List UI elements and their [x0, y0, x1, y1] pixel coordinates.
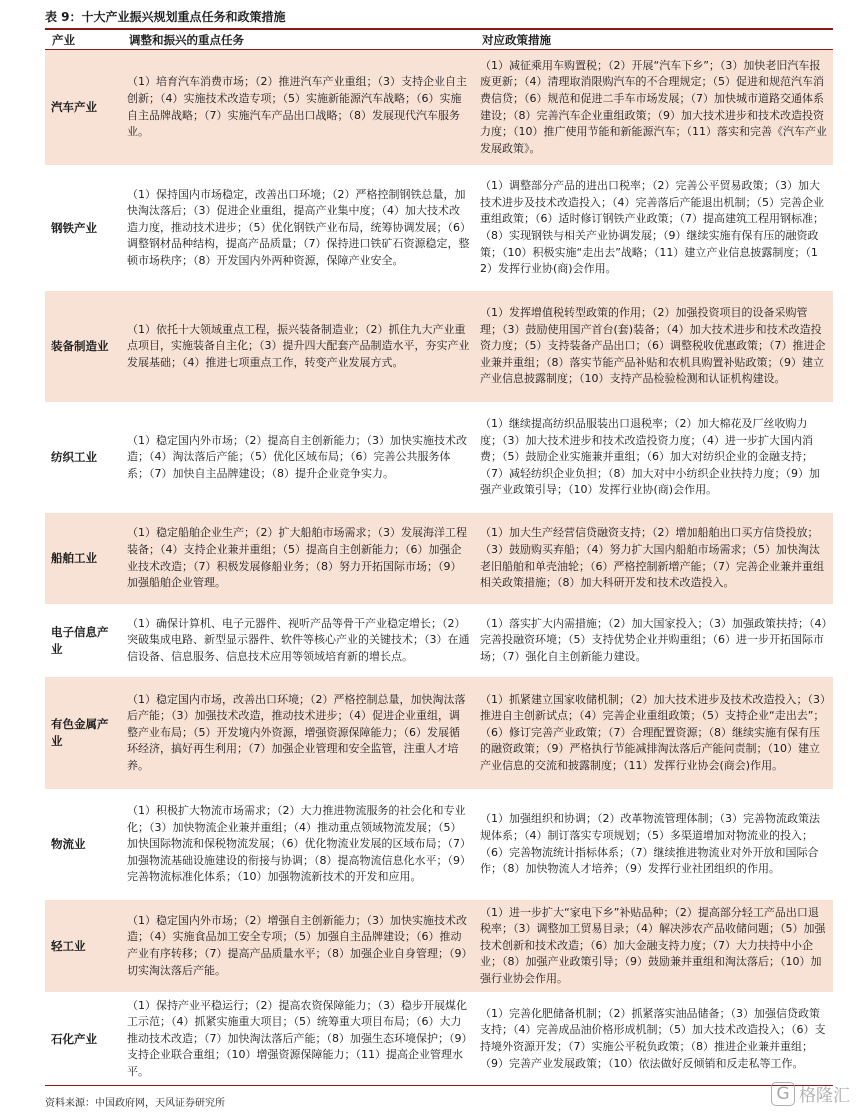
- tasks-cell: （1）稳定国内市场，改善出口环境；（2）严格控制总量，加快淘汰落后产能；（3）加强技术改造，推动技术进步；（4）促进企业重组，调整产业布局；（5）开发境内外资源，增强资源保障能力；（6）发展循环经济，搞好再生利用；（7）加强企业管理和安全监管，注重人才培养。: [122, 677, 475, 790]
- industry-cell: 电子信息产业: [45, 605, 122, 677]
- industry-cell: 钢铁产业: [45, 166, 122, 291]
- table-row: [45, 166, 833, 291]
- watermark-brand: 格隆汇: [799, 1086, 850, 1106]
- table-row: [45, 790, 833, 900]
- policies-cell: （1）减征乘用车购置税；（2）开展“汽车下乡”；（3）加快老旧汽车报废更新；（4）清理取消限购汽车的不合理规定；（5）促进和规范汽车消费信贷；（6）规范和促进二手车市场发展；（7）加快城市道路交通体系建设；（8）完善汽车企业重组政策；（9）加大技术进步和技术改造投资力度；（10）推广使用节能和新能源汽车；（11）落实和完善《汽车产业发展政策》。: [475, 50, 833, 166]
- table-header-row: [45, 30, 833, 50]
- table-row: [45, 993, 833, 1086]
- tasks-cell: （1）稳定国内外市场；（2）提高自主创新能力；（3）加快实施技术改造；（4）淘汰落后产能；（5）优化区域布局；（6）完善公共服务体系；（7）加快自主品牌建设；（8）提升企业竞争实力。: [122, 403, 475, 513]
- industry-cell: 汽车产业: [45, 50, 122, 166]
- tasks-cell: （1）稳定国内外市场；（2）增强自主创新能力；（3）加快实施技术改造；（4）实施食品加工安全专项；（5）加强自主品牌建设；（6）推动产业有序转移；（7）提高产品质量水平；（8）加强企业自身管理；（9）切实淘汰落后产能。: [122, 900, 475, 993]
- industry-cell: 物流业: [45, 790, 122, 900]
- table-row: [45, 291, 833, 403]
- table-row: [45, 605, 833, 677]
- industry-cell: 船舶工业: [45, 513, 122, 605]
- tasks-cell: （1）保持产业平稳运行；（2）提高农资保障能力；（3）稳步开展煤化工示范；（4）抓紧实施重大项目；（5）统筹重大项目布局；（6）大力推动技术改造；（7）加快淘汰落后产能；（8）加强生态环境保护；（9）支持企业联合重组；（10）增强资源保障能力；（11）提高企业管理水平。: [122, 993, 475, 1086]
- policies-cell: （1）加强组织和协调；（2）改革物流管理体制；（3）完善物流政策法规体系；（4）制订落实专项规划；（5）多渠道增加对物流业的投入；（6）完善物流统计指标体系；（7）继续推进物流业对外开放和国际合作；（8）加快物流人才培养；（9）发挥行业社团组织的作用。: [475, 790, 833, 900]
- industry-cell: 有色金属产业: [45, 677, 122, 790]
- table-row: [45, 513, 833, 605]
- table-row: [45, 677, 833, 790]
- tasks-cell: （1）培育汽车消费市场；（2）推进汽车产业重组；（3）支持企业自主创新；（4）实施技术改造专项；（5）实施新能源汽车战略；（6）实施自主品牌战略；（7）实施汽车产品出口战略；（8）发展现代汽车服务业。: [122, 50, 475, 166]
- table-title: 表 9：十大产业振兴规划重点任务和政策措施: [45, 10, 286, 24]
- header-industry: 产业: [45, 30, 122, 50]
- watermark-logo-icon: G: [771, 1082, 795, 1106]
- policies-cell: （1）继续提高纺织品服装出口退税率；（2）加大棉花及厂丝收购力度；（3）加大技术进步和技术改造投资力度；（4）进一步扩大国内消费；（5）鼓励企业实施兼并重组；（6）加大对纺织企业的金融支持；（7）减轻纺织企业负担；（8）加大对中小纺织企业扶持力度；（9）加强产业政策引导；（10）发挥行业协(商)会作用。: [475, 403, 833, 513]
- header-tasks: 调整和振兴的重点任务: [122, 30, 475, 50]
- industry-cell: 石化产业: [45, 993, 122, 1086]
- table-row: [45, 403, 833, 513]
- industry-cell: 轻工业: [45, 900, 122, 993]
- table-row: [45, 900, 833, 993]
- table-row: [45, 50, 833, 166]
- policies-cell: （1）抓紧建立国家收储机制；（2）加大技术进步及技术改造投入；（3）推进自主创新试点；（4）完善企业重组政策；（5）支持企业“走出去”；（6）修订完善产业政策；（7）合理配置资源；（8）继续实施有保有压的融资政策；（9）严格执行节能减排淘汰落后产能问责制；（10）建立产业信息的交流和披露制度；（11）发挥行业协会(商会)作用。: [475, 677, 833, 790]
- tasks-cell: （1）确保计算机、电子元器件、视听产品等骨干产业稳定增长；（2）突破集成电路、新型显示器件、软件等核心产业的关键技术；（3）在通信设备、信息服务、信息技术应用等领域培育新的增长点。: [122, 605, 475, 677]
- policies-cell: （1）调整部分产品的进出口税率；（2）完善公平贸易政策；（3）加大技术进步及技术改造投入；（4）完善落后产能退出机制；（5）完善企业重组政策；（6）适时修订钢铁产业政策；（7）提高建筑工程用钢标准；（8）实现钢铁与相关产业协调发展；（9）继续实施有保有压的融资政策；（10）积极实施“走出去”战略；（11）建立产业信息披露制度；（12）发挥行业协(商)会作用。: [475, 166, 833, 291]
- policy-table: [45, 30, 833, 1086]
- header-policies: 对应政策措施: [475, 30, 833, 50]
- policies-cell: （1）进一步扩大“家电下乡”补贴品种；（2）提高部分轻工产品出口退税率；（3）调整加工贸易目录；（4）解决涉农产品收储问题；（5）加强技术创新和技术改造；（6）加大金融支持力度；（7）大力扶持中小企业；（8）加强产业政策引导；（9）鼓励兼并重组和淘汰落后；（10）加强行业协会作用。: [475, 900, 833, 993]
- tasks-cell: （1）依托十大领域重点工程，振兴装备制造业；（2）抓住九大产业重点项目，实施装备自主化；（3）提升四大配套产品制造水平，夯实产业发展基础；（4）推进七项重点工作，转变产业发展方式。: [122, 291, 475, 403]
- policies-cell: （1）发挥增值税转型政策的作用；（2）加强投资项目的设备采购管理；（3）鼓励使用国产首台(套)装备；（4）加大技术进步和技术改造投资力度；（5）支持装备产品出口；（6）调整税收优惠政策；（7）推进企业兼并重组；（8）落实节能产品补贴和农机具购置补贴政策；（9）建立产业信息披露制度；（10）支持产品检验检测和认证机构建设。: [475, 291, 833, 403]
- source-note: 资料来源：中国政府网，天风证券研究所: [45, 1098, 225, 1109]
- industry-cell: 纺织工业: [45, 403, 122, 513]
- policies-cell: （1）加大生产经营信贷融资支持；（2）增加船舶出口买方信贷投放；（3）鼓励购买弃船；（4）努力扩大国内船舶市场需求；（5）加快淘汰老旧船舶和单壳油轮；（6）严格控制新增产能；（7）完善企业兼并重组相关政策措施；（8）加大科研开发和技术改造投入。: [475, 513, 833, 605]
- tasks-cell: （1）保持国内市场稳定，改善出口环境；（2）严格控制钢铁总量，加快淘汰落后；（3）促进企业重组，提高产业集中度；（4）加大技术改造力度，推动技术进步；（5）优化钢铁产业布局，统筹协调发展；（6）调整钢材品种结构，提高产品质量；（7）保持进口铁矿石资源稳定，整顿市场秩序；（8）开发国内外两种资源，保障产业安全。: [122, 166, 475, 291]
- policies-cell: （1）完善化肥储备机制；（2）抓紧落实油品储备；（3）加强信贷政策支持；（4）完善成品油价格形成机制；（5）加大技术改造投入；（6）支持境外资源开发；（7）实施公平税负政策；（8）推进企业兼并重组；（9）完善产业发展政策；（10）依法做好反倾销和反走私等工作。: [475, 993, 833, 1086]
- policies-cell: （1）落实扩大内需措施；（2）加大国家投入；（3）加强政策扶持；（4）完善投融资环境；（5）支持优势企业并购重组；（6）进一步开拓国际市场；（7）强化自主创新能力建设。: [475, 605, 833, 677]
- tasks-cell: （1）积极扩大物流市场需求；（2）大力推进物流服务的社会化和专业化；（3）加快物流企业兼并重组；（4）推动重点领域物流发展；（5）加快国际物流和保税物流发展；（6）优化物流业发展的区域布局；（7）加强物流基础设施建设的衔接与协调；（8）提高物流信息化水平；（9）完善物流标准化体系；（10）加强物流新技术的开发和应用。: [122, 790, 475, 900]
- tasks-cell: （1）稳定船舶企业生产；（2）扩大船舶市场需求；（3）发展海洋工程装备；（4）支持企业兼并重组；（5）提高自主创新能力；（6）加强企业技术改造；（7）积极发展修船业务；（8）努力开拓国际市场；（9）加强船舶企业管理。: [122, 513, 475, 605]
- watermark: [771, 1081, 850, 1106]
- industry-cell: 装备制造业: [45, 291, 122, 403]
